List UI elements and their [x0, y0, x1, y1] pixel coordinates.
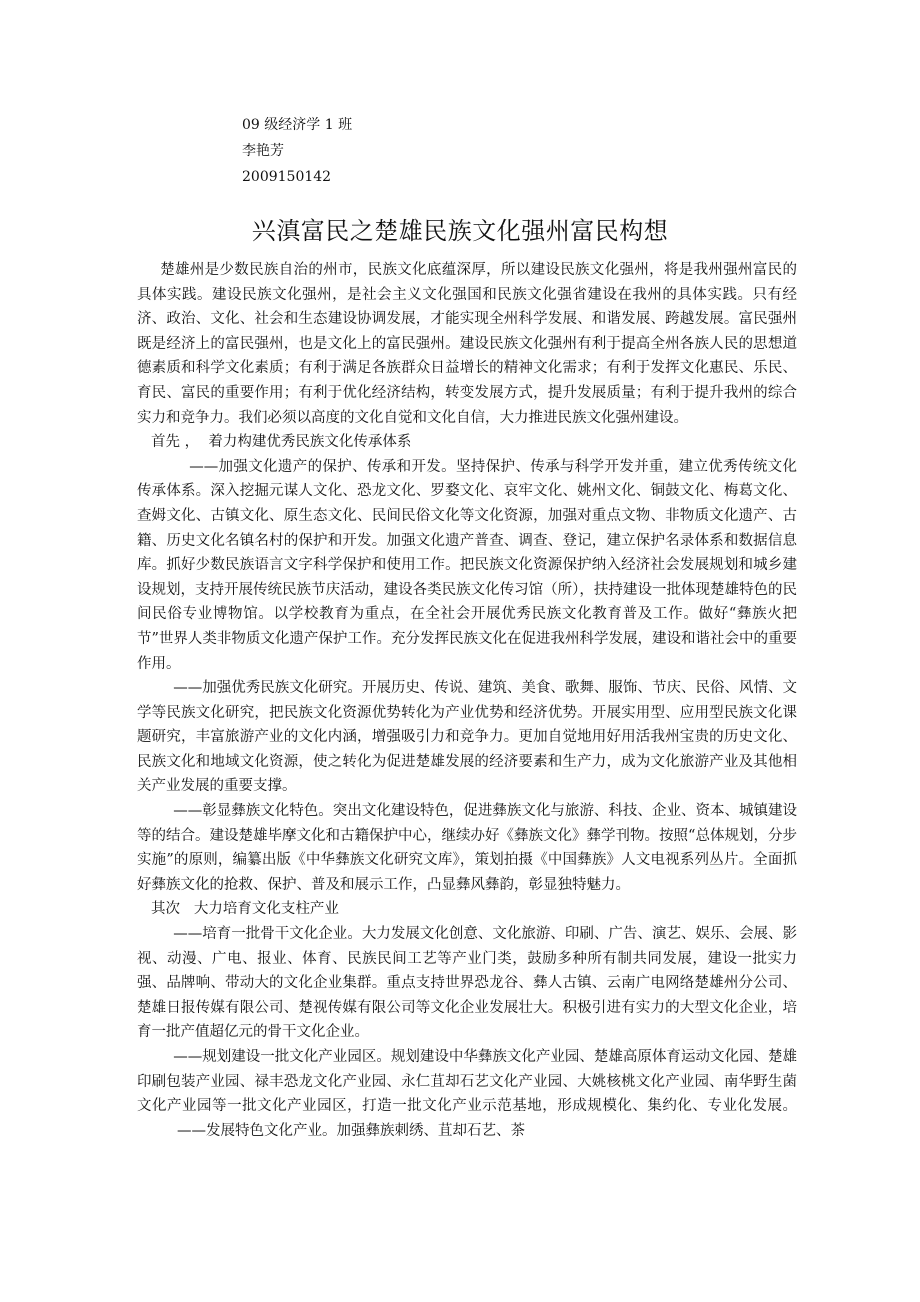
document-title: 兴滇富民之楚雄民族文化强州富民构想 [251, 217, 669, 245]
author-name: 李艳芳 [242, 143, 284, 159]
author-info [242, 112, 352, 190]
industrial-parks-text: ——规划建设一批文化产业园区。规划建设中华彝族文化产业园、楚雄高原体育运动文化园、楚雄印刷包装产业园、禄丰恐龙文化产业园、永仁苴却石艺文化产业园、大姚核桃文化产业园、南华野生菌文化产业园等一批文化产业园区，打造一批文化产业示范基地，形成规模化、集约化、专业化发展。 [137, 1049, 797, 1115]
intro-paragraph: 楚雄州是少数民族自治的州市，民族文化底蕴深厚，所以建设民族文化强州，将是我州强州富民的具体实践。建设民族文化强州，是社会主义文化强国和民族文化强省建设在我州的具体实践。只有经济、政治、文化、社会和生态建设协调发展，才能实现全州科学发展、和谐发展、跨越发展。富民强州既是经济上的富民强州，也是文化上的富民强州。建设民族文化强州有利于提高全州各族人民的思想道德素质和科学文化素质；有利于满足各族群众日益增长的精神文化需求；有利于发挥文化惠民、乐民、育民、富民的重要作用；有利于优化经济结构，转变发展方式，提升发展质量；有利于提升我州的综合实力和竞争力。我们必须以高度的文化自觉和文化自信，大力推进民族文化强州建设。 [137, 262, 797, 426]
paragraph-yi-culture: ——彰显彝族文化特色。突出文化建设特色，促进彝族文化与旅游、科技、企业、资本、城镇建设等的结合。建设楚雄毕摩文化和古籍保护中心，继续办好《彝族文化》彝学刊物。按照“总体规划，分步实施”的原则，编纂出版《中华彝族文化研究文库》，策划拍摄《中国彝族》人文电视系列丛片。全面抓好彝族文化的抢救、保护、普及和展示工作，凸显彝风彝韵，彰显独特魅力。 [137, 803, 797, 893]
special-industries-text: ——发展特色文化产业。加强彝族刺绣、苴却石艺、茶 [177, 1122, 525, 1139]
document-body [137, 258, 797, 1143]
class-label: 09 级经济学 1 班 [242, 117, 353, 133]
paragraph-heritage-protection: ——加强文化遗产的保护、传承和开发。坚持保护、传承与科学开发并重，建立优秀传统文化传承体系。深入挖掘元谋人文化、恐龙文化、罗婺文化、哀牢文化、姚州文化、铜鼓文化、梅葛文化、查姆文化、古镇文化、原生态文化、民间民俗文化等文化资源，加强对重点文物、非物质文化遗产、古籍、历史文化名镇名村的保护和开发。加强文化遗产普查、调查、登记，建立保护名录体系和数据信息库。抓好少数民族语言文字科学保护和使用工作。把民族文化资源保护纳入经济社会发展规划和城乡建设规划，支持开展传统民族节庆活动，建设各类民族文化传习馆（所），扶持建设一批体现楚雄特色的民间民俗专业博物馆。以学校教育为重点，在全社会开展优秀民族文化教育普及工作。做好“彝族火把节”世界人类非物质文化遗产保护工作。充分发挥民族文化在促进我州科学发展，建设和谐社会中的重要作用。 [137, 458, 797, 672]
section-heading-second: 其次 大力培育文化支柱产业 [151, 901, 339, 918]
paragraph-culture-research: ——加强优秀民族文化研究。开展历史、传说、建筑、美食、歌舞、服饰、节庆、民俗、风情、文学等民族文化研究，把民族文化资源优势转化为产业优势和经济优势。开展实用型、应用型民族文化课题研究，丰富旅游产业的文化内涵，增强吸引力和竞争力。更加自觉地用好用活我州宝贵的历史文化、民族文化和地域文化资源，使之转化为促进楚雄发展的经济要素和生产力，成为文化旅游产业及其他相关产业发展的重要支撑。 [137, 680, 797, 795]
paragraph-industrial-parks [137, 1045, 797, 1143]
section-heading-first: 首先 ， 着力构建优秀民族文化传承体系 [151, 434, 412, 451]
student-id: 2009150142 [242, 169, 332, 185]
paragraph-cultural-enterprises: ——培育一批骨干文化企业。大力发展文化创意、文化旅游、印刷、广告、演艺、娱乐、会展、影视、动漫、广电、报业、体育、民族民间工艺等产业门类，鼓励多种所有制共同发展，建设一批实力强、品牌响、带动大的文化企业集群。重点支持世界恐龙谷、彝人古镇、云南广电网络楚雄州分公司、楚雄日报传媒有限公司、楚视传媒有限公司等文化企业发展壮大。积极引进有实力的大型文化企业，培育一批产值超亿元的骨干文化企业。 [137, 926, 797, 1041]
